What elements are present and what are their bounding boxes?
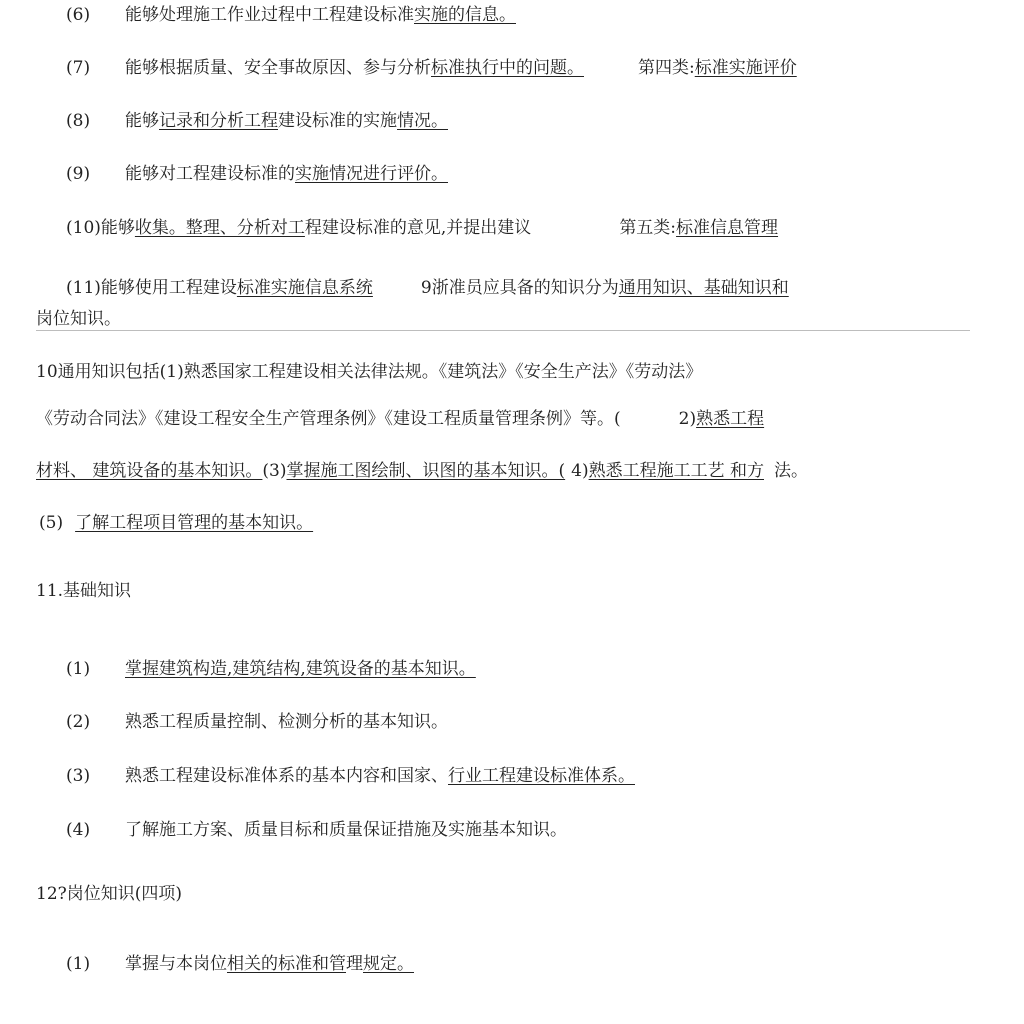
item-number: (3) [66, 766, 91, 786]
underlined-text: 收集。整理、分析对工 [134, 218, 305, 238]
basic-knowledge-item-4 [66, 819, 567, 841]
general-knowledge-line-1 [36, 361, 702, 383]
list-item-11-continued [36, 308, 121, 330]
item-text: 岗位知识。 [36, 309, 121, 329]
general-knowledge-line-2 [36, 408, 764, 430]
paragraph-text: 10通用知识包括(1)熟悉国家工程建设相关法律法规。《建筑法》《安全生产法》《劳动法》 [36, 362, 703, 382]
item-text: 掌握与本岗位 [125, 954, 227, 974]
paragraph-text: 4) [571, 461, 589, 481]
underlined-text: 实施情况进行评价。 [295, 164, 448, 184]
item-text: 能够 [125, 111, 159, 131]
item-number: (4) [66, 820, 91, 840]
item-text: 能够对工程建设标准的 [125, 164, 295, 184]
basic-knowledge-item-2 [66, 711, 448, 733]
underlined-text: 行业工程建设标准体系。 [448, 766, 635, 786]
section-title-11 [36, 580, 131, 602]
item-text: 了解施工方案、质量目标和质量保证措施及实施基本知识。 [125, 820, 567, 840]
section-title-12 [36, 883, 182, 905]
page-divider [36, 330, 970, 331]
item-number: (7) [66, 58, 91, 78]
general-knowledge-line-4 [39, 512, 319, 534]
item-number: (8) [66, 111, 91, 131]
category-label: 第四类: [638, 58, 695, 78]
basic-knowledge-item-3 [66, 765, 641, 787]
underlined-text: 熟悉工程施工工艺 和方 [588, 461, 764, 481]
category-title: 标准信息管理 [676, 218, 779, 238]
paragraph-text: (3) [262, 461, 287, 481]
item-number: (6) [66, 5, 91, 25]
paragraph-text: 《劳动合同法》《建设工程安全生产管理条例》《建设工程质量管理条例》等。( [36, 409, 621, 429]
general-knowledge-line-3 [36, 460, 808, 482]
item-text: 能够处理施工作业过程中工程建设标准 [125, 5, 414, 25]
item-text: 能够根据质量、安全事故原因、参与分析 [125, 58, 431, 78]
list-item-7 [66, 57, 797, 79]
item-text: 程建设标准的意见,并提出建议 [304, 218, 532, 238]
item-text: 理 [346, 954, 363, 974]
item-text: 熟悉工程建设标准体系的基本内容和国家、 [125, 766, 448, 786]
list-item-8 [66, 110, 448, 132]
underlined-text: 掌握施工图绘制、识图的基本知识。( [286, 461, 566, 481]
underlined-text: 掌握建筑构造,建筑结构,建筑设备的基本知识。 [125, 659, 476, 679]
paragraph-text: 法。 [774, 461, 808, 481]
item-number: (2) [66, 712, 91, 732]
paragraph-text: 2) [678, 409, 697, 429]
item-text: 建设标准的实施 [278, 111, 397, 131]
list-item-9 [66, 163, 448, 185]
underlined-text: 情况。 [397, 111, 448, 131]
underlined-text: 材料、 建筑设备的基本知识。 [36, 461, 263, 481]
underlined-text: 了解工程项目管理的基本知识。 [75, 513, 314, 533]
item-number: (1) [66, 954, 91, 974]
post-knowledge-item-1 [66, 953, 420, 975]
category-title: 标准实施评价 [694, 58, 797, 78]
list-item-11 [66, 277, 789, 299]
item-number: (9) [66, 164, 91, 184]
underlined-text: 标准执行中的问题。 [431, 58, 584, 78]
item-text: (10)能够 [66, 218, 135, 238]
underlined-text: 规定。 [363, 954, 414, 974]
underlined-text: 熟悉工程 [696, 409, 765, 429]
list-item-6 [66, 4, 524, 26]
basic-knowledge-item-1 [66, 658, 484, 680]
underlined-text: 标准实施信息系统 [236, 278, 373, 298]
item-number: (1) [66, 659, 91, 679]
underlined-text: 实施的信息。 [414, 5, 516, 25]
section-title: 12?岗位知识(四项) [36, 884, 183, 904]
item-text: 熟悉工程质量控制、检测分析的基本知识。 [125, 712, 448, 732]
item-text: 9浙准员应具备的知识分为 [420, 278, 619, 298]
underlined-text: 通用知识、基础知识和 [618, 278, 789, 298]
underlined-text: 记录和分析工程 [159, 111, 278, 131]
underlined-text: 相关的标准和管 [227, 954, 346, 974]
item-text: (11)能够使用工程建设 [66, 278, 237, 298]
paragraph-text: (5) [39, 513, 64, 533]
list-item-10 [66, 217, 778, 239]
category-label: 第五类: [619, 218, 677, 238]
section-title: 11.基础知识 [36, 581, 132, 601]
